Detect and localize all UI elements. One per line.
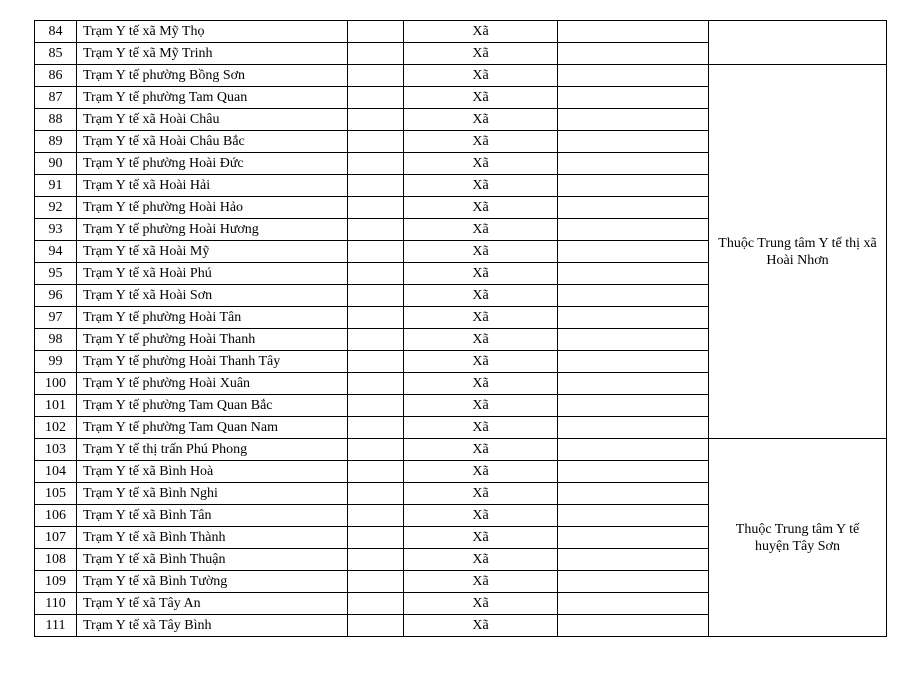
empty-cell (348, 417, 404, 439)
empty-cell (558, 43, 709, 65)
level-cell: Xã (404, 285, 558, 307)
row-number-cell: 104 (35, 461, 77, 483)
level-cell: Xã (404, 549, 558, 571)
level-cell: Xã (404, 241, 558, 263)
row-number-cell: 96 (35, 285, 77, 307)
row-number-cell: 95 (35, 263, 77, 285)
facility-name-cell: Trạm Y tế phường Hoài Đức (77, 153, 348, 175)
facility-name-cell: Trạm Y tế phường Tam Quan Nam (77, 417, 348, 439)
row-number-cell: 103 (35, 439, 77, 461)
facility-name-cell: Trạm Y tế xã Hoài Mỹ (77, 241, 348, 263)
facility-name-cell: Trạm Y tế xã Tây Bình (77, 615, 348, 637)
empty-cell (558, 241, 709, 263)
table-row (35, 439, 887, 461)
empty-cell (348, 395, 404, 417)
empty-cell (348, 219, 404, 241)
facility-name-cell: Trạm Y tế xã Bình Tường (77, 571, 348, 593)
empty-cell (348, 175, 404, 197)
level-cell: Xã (404, 351, 558, 373)
empty-cell (348, 439, 404, 461)
empty-cell (348, 527, 404, 549)
level-cell: Xã (404, 615, 558, 637)
empty-cell (348, 593, 404, 615)
empty-cell (558, 175, 709, 197)
level-cell: Xã (404, 263, 558, 285)
row-number-cell: 109 (35, 571, 77, 593)
facility-name-cell: Trạm Y tế thị trấn Phú Phong (77, 439, 348, 461)
facility-name-cell: Trạm Y tế phường Hoài Xuân (77, 373, 348, 395)
table-row (35, 65, 887, 87)
management-note-cell: Thuộc Trung tâm Y tế huyện Tây Sơn (709, 439, 887, 637)
row-number-cell: 107 (35, 527, 77, 549)
row-number-cell: 87 (35, 87, 77, 109)
empty-cell (558, 505, 709, 527)
level-cell: Xã (404, 593, 558, 615)
level-cell: Xã (404, 483, 558, 505)
empty-cell (348, 571, 404, 593)
level-cell: Xã (404, 43, 558, 65)
empty-cell (348, 351, 404, 373)
row-number-cell: 92 (35, 197, 77, 219)
level-cell: Xã (404, 175, 558, 197)
empty-cell (348, 43, 404, 65)
empty-cell (348, 329, 404, 351)
facility-name-cell: Trạm Y tế xã Hoài Sơn (77, 285, 348, 307)
row-number-cell: 89 (35, 131, 77, 153)
empty-cell (558, 285, 709, 307)
row-number-cell: 93 (35, 219, 77, 241)
level-cell: Xã (404, 109, 558, 131)
level-cell: Xã (404, 153, 558, 175)
empty-cell (348, 153, 404, 175)
row-number-cell: 108 (35, 549, 77, 571)
level-cell: Xã (404, 439, 558, 461)
row-number-cell: 110 (35, 593, 77, 615)
facility-table (34, 20, 887, 637)
level-cell: Xã (404, 461, 558, 483)
row-number-cell: 102 (35, 417, 77, 439)
empty-cell (558, 131, 709, 153)
level-cell: Xã (404, 219, 558, 241)
facility-name-cell: Trạm Y tế xã Hoài Châu (77, 109, 348, 131)
empty-cell (558, 461, 709, 483)
facility-name-cell: Trạm Y tế phường Tam Quan Bắc (77, 395, 348, 417)
empty-cell (558, 197, 709, 219)
row-number-cell: 90 (35, 153, 77, 175)
empty-cell (558, 329, 709, 351)
row-number-cell: 100 (35, 373, 77, 395)
level-cell: Xã (404, 329, 558, 351)
empty-cell (558, 483, 709, 505)
facility-table-container (34, 20, 887, 637)
facility-name-cell: Trạm Y tế xã Bình Thuận (77, 549, 348, 571)
row-number-cell: 91 (35, 175, 77, 197)
empty-cell (558, 593, 709, 615)
facility-name-cell: Trạm Y tế xã Bình Tân (77, 505, 348, 527)
empty-cell (348, 505, 404, 527)
empty-cell (558, 109, 709, 131)
facility-name-cell: Trạm Y tế phường Hoài Hương (77, 219, 348, 241)
facility-name-cell: Trạm Y tế phường Hoài Hảo (77, 197, 348, 219)
empty-cell (348, 483, 404, 505)
row-number-cell: 88 (35, 109, 77, 131)
facility-name-cell: Trạm Y tế phường Hoài Thanh (77, 329, 348, 351)
empty-cell (348, 109, 404, 131)
management-note-cell (709, 21, 887, 65)
level-cell: Xã (404, 395, 558, 417)
facility-name-cell: Trạm Y tế xã Mỹ Thọ (77, 21, 348, 43)
empty-cell (558, 417, 709, 439)
level-cell: Xã (404, 527, 558, 549)
level-cell: Xã (404, 131, 558, 153)
empty-cell (348, 373, 404, 395)
row-number-cell: 86 (35, 65, 77, 87)
empty-cell (348, 615, 404, 637)
empty-cell (348, 307, 404, 329)
empty-cell (558, 307, 709, 329)
facility-table-body (35, 21, 887, 637)
facility-name-cell: Trạm Y tế xã Hoài Hải (77, 175, 348, 197)
empty-cell (558, 571, 709, 593)
empty-cell (558, 439, 709, 461)
facility-name-cell: Trạm Y tế phường Tam Quan (77, 87, 348, 109)
empty-cell (348, 131, 404, 153)
facility-name-cell: Trạm Y tế xã Tây An (77, 593, 348, 615)
facility-name-cell: Trạm Y tế xã Bình Nghi (77, 483, 348, 505)
facility-name-cell: Trạm Y tế xã Bình Thành (77, 527, 348, 549)
row-number-cell: 85 (35, 43, 77, 65)
level-cell: Xã (404, 197, 558, 219)
level-cell: Xã (404, 65, 558, 87)
management-note-cell: Thuộc Trung tâm Y tế thị xã Hoài Nhơn (709, 65, 887, 439)
empty-cell (348, 549, 404, 571)
facility-name-cell: Trạm Y tế phường Hoài Tân (77, 307, 348, 329)
level-cell: Xã (404, 87, 558, 109)
empty-cell (348, 263, 404, 285)
facility-name-cell: Trạm Y tế phường Bồng Sơn (77, 65, 348, 87)
level-cell: Xã (404, 417, 558, 439)
level-cell: Xã (404, 21, 558, 43)
row-number-cell: 105 (35, 483, 77, 505)
level-cell: Xã (404, 307, 558, 329)
table-row (35, 21, 887, 43)
empty-cell (558, 549, 709, 571)
empty-cell (558, 21, 709, 43)
row-number-cell: 106 (35, 505, 77, 527)
row-number-cell: 98 (35, 329, 77, 351)
level-cell: Xã (404, 505, 558, 527)
empty-cell (348, 65, 404, 87)
row-number-cell: 84 (35, 21, 77, 43)
empty-cell (558, 351, 709, 373)
empty-cell (348, 197, 404, 219)
level-cell: Xã (404, 373, 558, 395)
row-number-cell: 101 (35, 395, 77, 417)
empty-cell (558, 615, 709, 637)
row-number-cell: 111 (35, 615, 77, 637)
facility-name-cell: Trạm Y tế xã Hoài Phú (77, 263, 348, 285)
facility-name-cell: Trạm Y tế xã Hoài Châu Bắc (77, 131, 348, 153)
empty-cell (348, 285, 404, 307)
empty-cell (558, 153, 709, 175)
row-number-cell: 97 (35, 307, 77, 329)
facility-name-cell: Trạm Y tế xã Bình Hoà (77, 461, 348, 483)
empty-cell (558, 87, 709, 109)
empty-cell (348, 241, 404, 263)
empty-cell (558, 219, 709, 241)
row-number-cell: 94 (35, 241, 77, 263)
empty-cell (348, 21, 404, 43)
empty-cell (558, 373, 709, 395)
empty-cell (348, 461, 404, 483)
facility-name-cell: Trạm Y tế phường Hoài Thanh Tây (77, 351, 348, 373)
empty-cell (558, 263, 709, 285)
empty-cell (558, 395, 709, 417)
facility-name-cell: Trạm Y tế xã Mỹ Trinh (77, 43, 348, 65)
level-cell: Xã (404, 571, 558, 593)
row-number-cell: 99 (35, 351, 77, 373)
empty-cell (558, 527, 709, 549)
empty-cell (348, 87, 404, 109)
empty-cell (558, 65, 709, 87)
